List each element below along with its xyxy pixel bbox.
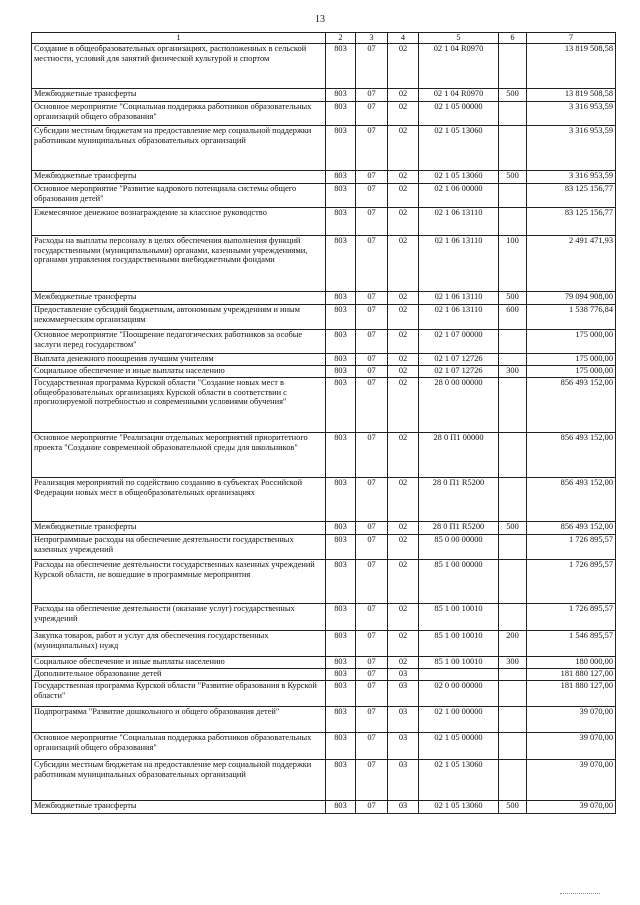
row-amount: 181 880 127,00 bbox=[527, 681, 616, 707]
row-name: Основное мероприятие "Социальная поддержка работников образовательных организаций общего образования" bbox=[32, 733, 326, 760]
row-grbs: 803 bbox=[326, 733, 356, 760]
row-name: Основное мероприятие "Развитие кадрового потенциала системы общего образования детей" bbox=[32, 184, 326, 208]
row-section: 07 bbox=[356, 305, 388, 330]
table-row bbox=[32, 236, 616, 292]
row-amount: 83 125 156,77 bbox=[527, 184, 616, 208]
row-name: Социальное обеспечение и иные выплаты населению bbox=[32, 366, 326, 378]
row-grbs: 803 bbox=[326, 236, 356, 292]
row-section: 07 bbox=[356, 707, 388, 733]
row-target-article: 02 1 06 13110 bbox=[419, 305, 499, 330]
row-target-article: 02 1 06 13110 bbox=[419, 208, 499, 236]
row-name: Выплата денежного поощрения лучшим учителям bbox=[32, 354, 326, 366]
table-row bbox=[32, 354, 616, 366]
row-target-article: 28 0 00 00000 bbox=[419, 378, 499, 433]
row-expense-type bbox=[499, 669, 527, 681]
row-expense-type bbox=[499, 330, 527, 354]
row-target-article: 02 1 05 13060 bbox=[419, 171, 499, 184]
row-expense-type bbox=[499, 433, 527, 478]
row-subsection: 02 bbox=[388, 171, 419, 184]
row-name: Расходы на обеспечение деятельности (оказание услуг) государственных учреждений bbox=[32, 604, 326, 631]
row-target-article: 02 1 04 R0970 bbox=[419, 89, 499, 102]
row-target-article: 02 1 06 00000 bbox=[419, 184, 499, 208]
row-grbs: 803 bbox=[326, 354, 356, 366]
row-name: Расходы на выплаты персоналу в целях обеспечения выполнения функций государственными (муниципальными) органами, казенными учреждениями, органами управления государственными внебюджетными фондами bbox=[32, 236, 326, 292]
row-target-article: 02 1 05 00000 bbox=[419, 102, 499, 126]
row-amount: 1 726 895,57 bbox=[527, 560, 616, 604]
row-amount: 856 493 152,00 bbox=[527, 478, 616, 522]
row-grbs: 803 bbox=[326, 657, 356, 669]
row-grbs: 803 bbox=[326, 535, 356, 560]
row-name: Дополнительное образование детей bbox=[32, 669, 326, 681]
table-row bbox=[32, 171, 616, 184]
row-grbs: 803 bbox=[326, 366, 356, 378]
row-section: 07 bbox=[356, 522, 388, 535]
row-subsection: 03 bbox=[388, 760, 419, 801]
row-name: Межбюджетные трансферты bbox=[32, 292, 326, 305]
row-grbs: 803 bbox=[326, 560, 356, 604]
row-section: 07 bbox=[356, 478, 388, 522]
row-expense-type bbox=[499, 681, 527, 707]
row-subsection: 02 bbox=[388, 631, 419, 657]
table-row bbox=[32, 433, 616, 478]
row-target-article: 85 0 00 00000 bbox=[419, 535, 499, 560]
row-target-article: 02 1 05 00000 bbox=[419, 733, 499, 760]
row-expense-type bbox=[499, 44, 527, 89]
row-amount: 13 819 508,58 bbox=[527, 44, 616, 89]
row-amount: 3 316 953,59 bbox=[527, 126, 616, 171]
row-expense-type bbox=[499, 208, 527, 236]
row-amount: 1 538 776,84 bbox=[527, 305, 616, 330]
row-grbs: 803 bbox=[326, 89, 356, 102]
row-name: Ежемесячное денежное вознаграждение за классное руководство bbox=[32, 208, 326, 236]
table-row bbox=[32, 330, 616, 354]
row-subsection: 02 bbox=[388, 378, 419, 433]
row-expense-type bbox=[499, 733, 527, 760]
table-row bbox=[32, 378, 616, 433]
row-grbs: 803 bbox=[326, 631, 356, 657]
row-grbs: 803 bbox=[326, 604, 356, 631]
row-subsection: 02 bbox=[388, 478, 419, 522]
table-row bbox=[32, 89, 616, 102]
table-body bbox=[32, 44, 616, 814]
row-amount: 181 880 127,00 bbox=[527, 669, 616, 681]
row-section: 07 bbox=[356, 604, 388, 631]
table-row bbox=[32, 760, 616, 801]
row-target-article: 02 1 07 00000 bbox=[419, 330, 499, 354]
budget-table bbox=[31, 32, 616, 814]
row-target-article bbox=[419, 669, 499, 681]
row-name: Расходы на обеспечение деятельности государственных казенных учреждений Курской области, не вошедшие в программные мероприятия bbox=[32, 560, 326, 604]
row-section: 07 bbox=[356, 208, 388, 236]
row-amount: 2 491 471,93 bbox=[527, 236, 616, 292]
row-subsection: 02 bbox=[388, 522, 419, 535]
row-subsection: 03 bbox=[388, 669, 419, 681]
table-row bbox=[32, 681, 616, 707]
row-amount: 3 316 953,59 bbox=[527, 102, 616, 126]
row-name: Основное мероприятие "Реализация отдельных мероприятий приоритетного проекта "Создание современной образовательной среды для школьников" bbox=[32, 433, 326, 478]
row-expense-type: 300 bbox=[499, 366, 527, 378]
row-section: 07 bbox=[356, 102, 388, 126]
row-grbs: 803 bbox=[326, 681, 356, 707]
row-grbs: 803 bbox=[326, 478, 356, 522]
row-expense-type: 100 bbox=[499, 236, 527, 292]
row-section: 07 bbox=[356, 378, 388, 433]
row-expense-type: 600 bbox=[499, 305, 527, 330]
row-expense-type: 500 bbox=[499, 171, 527, 184]
row-subsection: 02 bbox=[388, 330, 419, 354]
col-header-expense-type: 6 bbox=[499, 33, 527, 44]
row-name: Предоставление субсидий бюджетным, автономным учреждениям и иным некоммерческим организациям bbox=[32, 305, 326, 330]
row-subsection: 02 bbox=[388, 535, 419, 560]
row-target-article: 02 1 05 13060 bbox=[419, 801, 499, 814]
table-row bbox=[32, 733, 616, 760]
row-amount: 856 493 152,00 bbox=[527, 522, 616, 535]
row-section: 07 bbox=[356, 560, 388, 604]
table-row bbox=[32, 604, 616, 631]
row-amount: 3 316 953,59 bbox=[527, 171, 616, 184]
row-section: 07 bbox=[356, 669, 388, 681]
table-row bbox=[32, 801, 616, 814]
row-subsection: 02 bbox=[388, 184, 419, 208]
row-name: Межбюджетные трансферты bbox=[32, 801, 326, 814]
row-section: 07 bbox=[356, 535, 388, 560]
row-subsection: 03 bbox=[388, 681, 419, 707]
row-expense-type: 500 bbox=[499, 89, 527, 102]
table-row bbox=[32, 707, 616, 733]
table-row bbox=[32, 102, 616, 126]
row-target-article: 85 1 00 00000 bbox=[419, 560, 499, 604]
row-subsection: 02 bbox=[388, 208, 419, 236]
row-amount: 1 726 895,57 bbox=[527, 535, 616, 560]
row-target-article: 02 1 06 13110 bbox=[419, 292, 499, 305]
row-name: Государственная программа Курской области "Создание новых мест в общеобразовательных организациях Курской области в соответствии с прогнозируемой потребностью и современными условиями обучения" bbox=[32, 378, 326, 433]
row-section: 07 bbox=[356, 366, 388, 378]
table-row bbox=[32, 560, 616, 604]
row-subsection: 02 bbox=[388, 433, 419, 478]
page-number: 13 bbox=[315, 14, 325, 25]
row-amount: 39 070,00 bbox=[527, 760, 616, 801]
row-target-article: 85 1 00 10010 bbox=[419, 657, 499, 669]
row-expense-type: 200 bbox=[499, 631, 527, 657]
row-grbs: 803 bbox=[326, 760, 356, 801]
row-section: 07 bbox=[356, 126, 388, 171]
row-grbs: 803 bbox=[326, 305, 356, 330]
row-subsection: 03 bbox=[388, 801, 419, 814]
row-section: 07 bbox=[356, 631, 388, 657]
row-expense-type bbox=[499, 126, 527, 171]
row-amount: 175 000,00 bbox=[527, 354, 616, 366]
row-expense-type: 500 bbox=[499, 292, 527, 305]
row-amount: 39 070,00 bbox=[527, 733, 616, 760]
row-section: 07 bbox=[356, 171, 388, 184]
header-row bbox=[32, 33, 616, 44]
row-grbs: 803 bbox=[326, 44, 356, 89]
row-name: Межбюджетные трансферты bbox=[32, 522, 326, 535]
row-grbs: 803 bbox=[326, 184, 356, 208]
row-section: 07 bbox=[356, 184, 388, 208]
row-expense-type bbox=[499, 354, 527, 366]
row-amount: 13 819 508,58 bbox=[527, 89, 616, 102]
table-row bbox=[32, 657, 616, 669]
row-grbs: 803 bbox=[326, 292, 356, 305]
row-grbs: 803 bbox=[326, 102, 356, 126]
row-subsection: 02 bbox=[388, 292, 419, 305]
row-section: 07 bbox=[356, 760, 388, 801]
row-grbs: 803 bbox=[326, 171, 356, 184]
table-row bbox=[32, 292, 616, 305]
row-expense-type bbox=[499, 707, 527, 733]
row-expense-type bbox=[499, 102, 527, 126]
row-section: 07 bbox=[356, 330, 388, 354]
table-row bbox=[32, 535, 616, 560]
row-grbs: 803 bbox=[326, 126, 356, 171]
row-grbs: 803 bbox=[326, 522, 356, 535]
row-amount: 39 070,00 bbox=[527, 801, 616, 814]
col-header-section: 3 bbox=[356, 33, 388, 44]
col-header-subsection: 4 bbox=[388, 33, 419, 44]
row-expense-type bbox=[499, 478, 527, 522]
col-header-amount: 7 bbox=[527, 33, 616, 44]
row-name: Субсидии местным бюджетам на предоставление мер социальной поддержки работникам муниципальных образовательных организаций bbox=[32, 760, 326, 801]
row-expense-type bbox=[499, 184, 527, 208]
row-grbs: 803 bbox=[326, 433, 356, 478]
row-name: Создание в общеобразовательных организациях, расположенных в сельской местности, условий для занятий физической культурой и спортом bbox=[32, 44, 326, 89]
row-subsection: 02 bbox=[388, 44, 419, 89]
row-section: 07 bbox=[356, 433, 388, 478]
row-section: 07 bbox=[356, 801, 388, 814]
col-header-name: 1 bbox=[32, 33, 326, 44]
row-subsection: 02 bbox=[388, 657, 419, 669]
row-amount: 856 493 152,00 bbox=[527, 378, 616, 433]
row-subsection: 03 bbox=[388, 733, 419, 760]
row-grbs: 803 bbox=[326, 330, 356, 354]
row-grbs: 803 bbox=[326, 707, 356, 733]
row-subsection: 02 bbox=[388, 366, 419, 378]
row-grbs: 803 bbox=[326, 669, 356, 681]
row-name: Основное мероприятие "Поощрение педагогических работников за особые заслуги перед государством" bbox=[32, 330, 326, 354]
row-section: 07 bbox=[356, 44, 388, 89]
row-target-article: 02 1 04 R0970 bbox=[419, 44, 499, 89]
row-name: Субсидии местным бюджетам на предоставление мер социальной поддержки работникам муниципальных образовательных организаций bbox=[32, 126, 326, 171]
row-expense-type: 300 bbox=[499, 657, 527, 669]
table-row bbox=[32, 305, 616, 330]
row-target-article: 28 0 П1 00000 bbox=[419, 433, 499, 478]
row-expense-type bbox=[499, 760, 527, 801]
row-amount: 180 000,00 bbox=[527, 657, 616, 669]
row-name: Межбюджетные трансферты bbox=[32, 171, 326, 184]
row-amount: 1 546 895,57 bbox=[527, 631, 616, 657]
row-subsection: 02 bbox=[388, 305, 419, 330]
row-amount: 856 493 152,00 bbox=[527, 433, 616, 478]
row-target-article: 02 1 05 13060 bbox=[419, 126, 499, 171]
row-name: Социальное обеспечение и иные выплаты населению bbox=[32, 657, 326, 669]
row-name: Государственная программа Курской области "Развитие образования в Курской области" bbox=[32, 681, 326, 707]
row-target-article: 02 1 05 13060 bbox=[419, 760, 499, 801]
row-target-article: 02 1 06 13110 bbox=[419, 236, 499, 292]
row-section: 07 bbox=[356, 657, 388, 669]
row-section: 07 bbox=[356, 681, 388, 707]
row-subsection: 02 bbox=[388, 126, 419, 171]
row-section: 07 bbox=[356, 733, 388, 760]
row-name: Реализация мероприятий по содействию созданию в субъектах Российской Федерации новых мест в общеобразовательных организациях bbox=[32, 478, 326, 522]
row-amount: 1 726 895,57 bbox=[527, 604, 616, 631]
row-name: Подпрограмма "Развитие дошкольного и общего образования детей" bbox=[32, 707, 326, 733]
row-name: Закупка товаров, работ и услуг для обеспечения государственных (муниципальных) нужд bbox=[32, 631, 326, 657]
row-name: Межбюджетные трансферты bbox=[32, 89, 326, 102]
table-row bbox=[32, 44, 616, 89]
table-row bbox=[32, 631, 616, 657]
row-section: 07 bbox=[356, 89, 388, 102]
col-header-grbs: 2 bbox=[326, 33, 356, 44]
row-subsection: 03 bbox=[388, 707, 419, 733]
row-subsection: 02 bbox=[388, 102, 419, 126]
table-row bbox=[32, 669, 616, 681]
table-row bbox=[32, 478, 616, 522]
row-expense-type bbox=[499, 378, 527, 433]
row-target-article: 85 1 00 10010 bbox=[419, 631, 499, 657]
row-expense-type bbox=[499, 560, 527, 604]
row-amount: 175 000,00 bbox=[527, 330, 616, 354]
row-subsection: 02 bbox=[388, 560, 419, 604]
row-target-article: 28 0 П1 R5200 bbox=[419, 522, 499, 535]
table-row bbox=[32, 522, 616, 535]
col-header-target-article: 5 bbox=[419, 33, 499, 44]
row-target-article: 02 0 00 00000 bbox=[419, 681, 499, 707]
row-amount: 39 070,00 bbox=[527, 707, 616, 733]
row-amount: 83 125 156,77 bbox=[527, 208, 616, 236]
row-subsection: 02 bbox=[388, 604, 419, 631]
row-section: 07 bbox=[356, 354, 388, 366]
row-target-article: 85 1 00 10010 bbox=[419, 604, 499, 631]
row-subsection: 02 bbox=[388, 236, 419, 292]
row-target-article: 28 0 П1 R5200 bbox=[419, 478, 499, 522]
row-subsection: 02 bbox=[388, 89, 419, 102]
table-row bbox=[32, 184, 616, 208]
table-row bbox=[32, 126, 616, 171]
table-row bbox=[32, 366, 616, 378]
row-target-article: 02 1 00 00000 bbox=[419, 707, 499, 733]
row-name: Непрограммные расходы на обеспечение деятельности государственных казенных учреждений bbox=[32, 535, 326, 560]
row-amount: 79 094 908,00 bbox=[527, 292, 616, 305]
row-grbs: 803 bbox=[326, 208, 356, 236]
row-expense-type: 500 bbox=[499, 801, 527, 814]
row-target-article: 02 1 07 12726 bbox=[419, 354, 499, 366]
footer-mark bbox=[560, 893, 600, 895]
row-name: Основное мероприятие "Социальная поддержка работников образовательных организаций общего образования" bbox=[32, 102, 326, 126]
row-expense-type: 500 bbox=[499, 522, 527, 535]
row-section: 07 bbox=[356, 292, 388, 305]
row-grbs: 803 bbox=[326, 801, 356, 814]
row-grbs: 803 bbox=[326, 378, 356, 433]
row-expense-type bbox=[499, 535, 527, 560]
table-row bbox=[32, 208, 616, 236]
row-amount: 175 000,00 bbox=[527, 366, 616, 378]
row-subsection: 02 bbox=[388, 354, 419, 366]
row-expense-type bbox=[499, 604, 527, 631]
row-section: 07 bbox=[356, 236, 388, 292]
row-target-article: 02 1 07 12726 bbox=[419, 366, 499, 378]
